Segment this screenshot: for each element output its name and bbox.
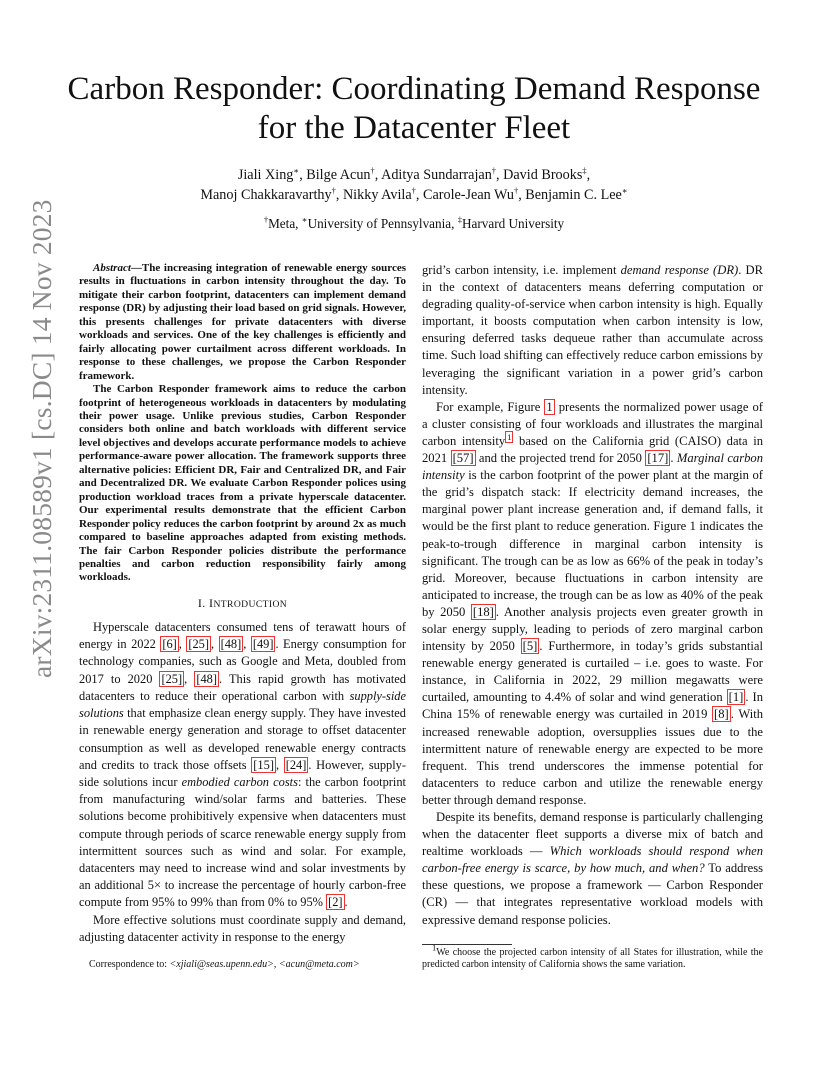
citation-link[interactable]: [15] — [253, 757, 274, 772]
paper-title — [40, 70, 788, 148]
affiliation-mark: † — [513, 185, 519, 196]
citation-link[interactable]: [1] — [728, 690, 744, 705]
body-text: , — [178, 637, 187, 652]
affiliation-mark: † — [331, 185, 336, 196]
affiliation-mark: † — [263, 214, 269, 225]
author-name: Jiali Xing — [237, 167, 294, 183]
citation-link[interactable]: [2] — [328, 895, 343, 910]
section-title-rest: NTRODUCTION — [213, 598, 288, 610]
author-name: , Benjamin C. Lee — [518, 187, 622, 203]
citation-link[interactable]: [49] — [252, 637, 274, 652]
correspondence-label: Correspondence to: — [89, 959, 170, 970]
right-column — [422, 262, 763, 929]
right-paragraph-3 — [422, 809, 763, 929]
abstract-text: —The increasing integration of renewable energy sources results in fluctuations in carbon intensity throughout the day. To mitigate their carbon footprint, datacenters can implement demand response (DR) by adjusting their load based on grid signals. However, this presents challenges for private datacenters with diverse workloads and services. One of the key challenges is efficiently and fairly allocating power curtailment across different workloads. In response to these challenges, we propose the Carbon Responder framework. — [79, 262, 406, 382]
email-link[interactable]: <acun@meta.com> — [278, 959, 360, 970]
affiliation-mark: ‡ — [457, 214, 462, 225]
separator: , — [273, 959, 279, 970]
author-name: , Carole-Jean Wu — [415, 187, 514, 203]
body-text: . With increased renewable adoption, oversupplies issues due to the intermittent nature of renewable energy are expected to be more frequent. This trend underscores the immense potential for datacenters to reduce carbon and utilize the renewable energy better through demand response. — [422, 707, 763, 807]
body-text: Despite its benefits, demand response is particularly challenging when the datacenter fleet supports a diverse mix of batch and realtime workloads — — [422, 810, 763, 859]
body-text: . In China 15% of renewable energy was curtailed in 2019 — [422, 690, 763, 722]
abstract-paragraph-2: The Carbon Responder framework aims to reduce the carbon footprint of heterogeneous workloads in datacenters by modulating their power usage. Unlike previous studies, Carbon Responder considers both online and batch workloads with different service level objectives and develops accurate performance models to achieve performance-aware power allocation. The framework supports three alternative policies: Efficient DR, Fair and Centralized DR, and Fair and Decentralized DR. We evaluate Carbon Responder polices using production workload traces from a private hyperscale datacenter. Our experimental results demonstrate that the efficient Carbon Responder policy reduces the carbon footprint by around 2x as much compared to baseline approaches adapted from existing methods. The fair Carbon Responder policies distribute the performance penalties and carbon reduction responsibility fairly among workloads. — [79, 383, 406, 584]
body-text: , — [184, 671, 195, 686]
body-text: . DR in the context of datacenters means deferring computation or degrading quality-of-service when carbon intensity is high. Equally important, it boosts computation when carbon intensity is low, ensuring deferred tasks dequeue rather than accumulate across time. Such load shifting can effectively reduce carbon emissions by leveraging the significant variation in a power grid’s carbon intensity. — [422, 263, 763, 397]
title-line-2: for the Datacenter Fleet — [257, 110, 571, 146]
right-paragraph-1 — [422, 262, 763, 399]
affiliation-mark: † — [370, 165, 375, 176]
affiliation-mark: † — [491, 165, 497, 176]
author-name: , Aditya Sundarrajan — [374, 167, 492, 183]
citation-link[interactable]: [17] — [647, 451, 669, 466]
citation-link[interactable]: [25] — [188, 637, 210, 652]
body-text: . Furthermore, in today’s grids substantial renewable energy generated is curtailed – i.e. goes to waste. For instance, in California in 2022, 29 million megawatts were curtailed, amounting to 4.4% of solar and wind generation — [422, 639, 763, 705]
author-list — [60, 165, 768, 205]
affiliation-mark: ‡ — [582, 165, 587, 176]
body-text: . However, supply-side solutions incur — [79, 757, 406, 789]
affiliation-name: Harvard University — [461, 216, 565, 231]
body-text: presents the normalized power usage of a cluster consisting of four workloads and illustrates the marginal carbon intensity — [422, 399, 763, 448]
body-text: grid’s carbon intensity, i.e. implement — [422, 263, 621, 277]
affiliation-mark: ∗ — [293, 165, 300, 176]
affiliation-mark: † — [411, 185, 416, 196]
author-name: Manoj Chakkaravarthy — [200, 187, 332, 203]
citation-link[interactable]: [5] — [522, 639, 538, 654]
affiliation-name: University of Pennsylvania, — [307, 216, 458, 231]
footnote-text: We choose the projected carbon intensity of all States for illustration, while the predicted carbon intensity of California shows the same variation. — [422, 947, 763, 971]
citation-link[interactable]: [25] — [161, 671, 183, 686]
body-text: and the projected trend for 2050 — [475, 451, 646, 466]
emphasis-text: Which workloads should respond when carbon-free energy is scarce, by how much, and when? — [422, 844, 763, 876]
body-text: Hyperscale datacenters consumed tens of terawatt hours of energy in 2022 — [79, 620, 406, 652]
body-text: . Energy consumption for technology companies, such as Google and Meta, doubled from 2017 to 2020 — [79, 637, 407, 686]
affiliations — [60, 216, 768, 232]
body-text: . This rapid growth has motivated datacenters to reduce their operational carbon with — [79, 671, 406, 703]
body-text: . — [670, 451, 677, 466]
body-text: , — [243, 637, 251, 652]
abstract-paragraph-1 — [79, 262, 406, 383]
author-name: , Bilge Acun — [299, 167, 371, 183]
body-text: . — [344, 895, 348, 910]
title-line-1: Carbon Responder: Coordinating Demand Response — [67, 71, 761, 107]
body-text: based on the California grid (CAISO) data in 2021 — [422, 433, 763, 466]
citation-link[interactable]: [48] — [220, 637, 242, 652]
footnote-link[interactable]: 1 — [507, 431, 512, 442]
left-column — [79, 262, 406, 946]
emphasis-text: Marginal carbon intensity — [422, 451, 764, 483]
citation-link[interactable]: [6] — [162, 637, 177, 652]
section-title-first-letter: I — [209, 595, 214, 610]
author-name: , Nikky Avila — [335, 187, 412, 203]
body-text: , — [211, 637, 219, 652]
citation-link[interactable]: [8] — [714, 707, 729, 722]
section-heading-introduction — [79, 595, 406, 613]
body-text: : the carbon footprint from manufacturing wind/solar farms and batteries. These solutions become prohibitively expensive when datacenters must compute through periods of scarce renewable energy supply from intermittent sources such as wind and solar. For example, datacenters may need to increase wind and solar investments by an additional 5× to increase the percentage of hourly carbon-free compute from 95% to 99% than from 0% to 95% — [79, 774, 406, 910]
author-separator: , — [586, 167, 591, 183]
footnote-mark: 1 — [432, 942, 437, 953]
emphasis-text: embodied carbon costs — [181, 774, 298, 789]
body-text: . Another analysis projects even greater growth in solar energy supply, leading to periods of zero marginal carbon intensity by 2050 — [422, 604, 764, 654]
emphasis-text: demand response (DR) — [620, 263, 739, 277]
intro-paragraph-1 — [79, 619, 406, 911]
body-text: To address these questions, we propose a framework — Carbon Responder (CR) — that integrates representative workload models with expressive demand response policies. — [422, 861, 763, 927]
body-text: is the carbon footprint of the power plant at the margin of the grid’s dispatch stack: If electricity demand increases, the marginal power plant increase generation and, if demand falls, it would be the first plant to reduce generation. Figure 1 indicates the peak-to-trough difference in marginal carbon intensity is significant. The trough can be as low as 66% of the peak in today’s grid. Moreover, because fluctuations in carbon intensity are anticipated to increase, the trough can be as low as 40% of the peak by 2050 — [422, 468, 763, 619]
author-name: , David Brooks — [496, 167, 583, 183]
citation-link[interactable]: [18] — [472, 604, 494, 619]
intro-paragraph-2: More effective solutions must coordinate supply and demand, adjusting datacenter activity in response to the energy — [79, 912, 406, 944]
affiliation-mark: ∗ — [621, 185, 628, 196]
footnote — [422, 942, 763, 972]
body-text: For example, Figure — [436, 399, 545, 414]
section-number: I. — [197, 595, 210, 610]
emphasis-text: supply-side solutions — [79, 688, 406, 721]
citation-link[interactable]: [57] — [452, 451, 474, 466]
citation-link[interactable]: [48] — [196, 671, 217, 686]
affiliation-mark: ∗ — [301, 214, 308, 225]
body-text: , — [275, 757, 284, 772]
abstract-label: Abstract — [93, 262, 131, 274]
affiliation-name: Meta, — [268, 216, 302, 231]
correspondence-note — [79, 959, 406, 970]
body-text: that emphasize clean energy supply. They have invested in renewable energy generation and storage to offset datacenter consumption as well as developed renewable energy contracts and credits to track those offsets — [79, 706, 406, 772]
figure-link[interactable]: 1 — [546, 399, 553, 414]
arxiv-identifier-stamp: arXiv:2311.08589v1 [cs.DC] 14 Nov 2023 — [26, 199, 57, 678]
email-link[interactable]: <xjiali@seas.upenn.edu> — [169, 959, 274, 970]
citation-link[interactable]: [24] — [285, 757, 307, 772]
right-paragraph-2 — [422, 399, 763, 809]
